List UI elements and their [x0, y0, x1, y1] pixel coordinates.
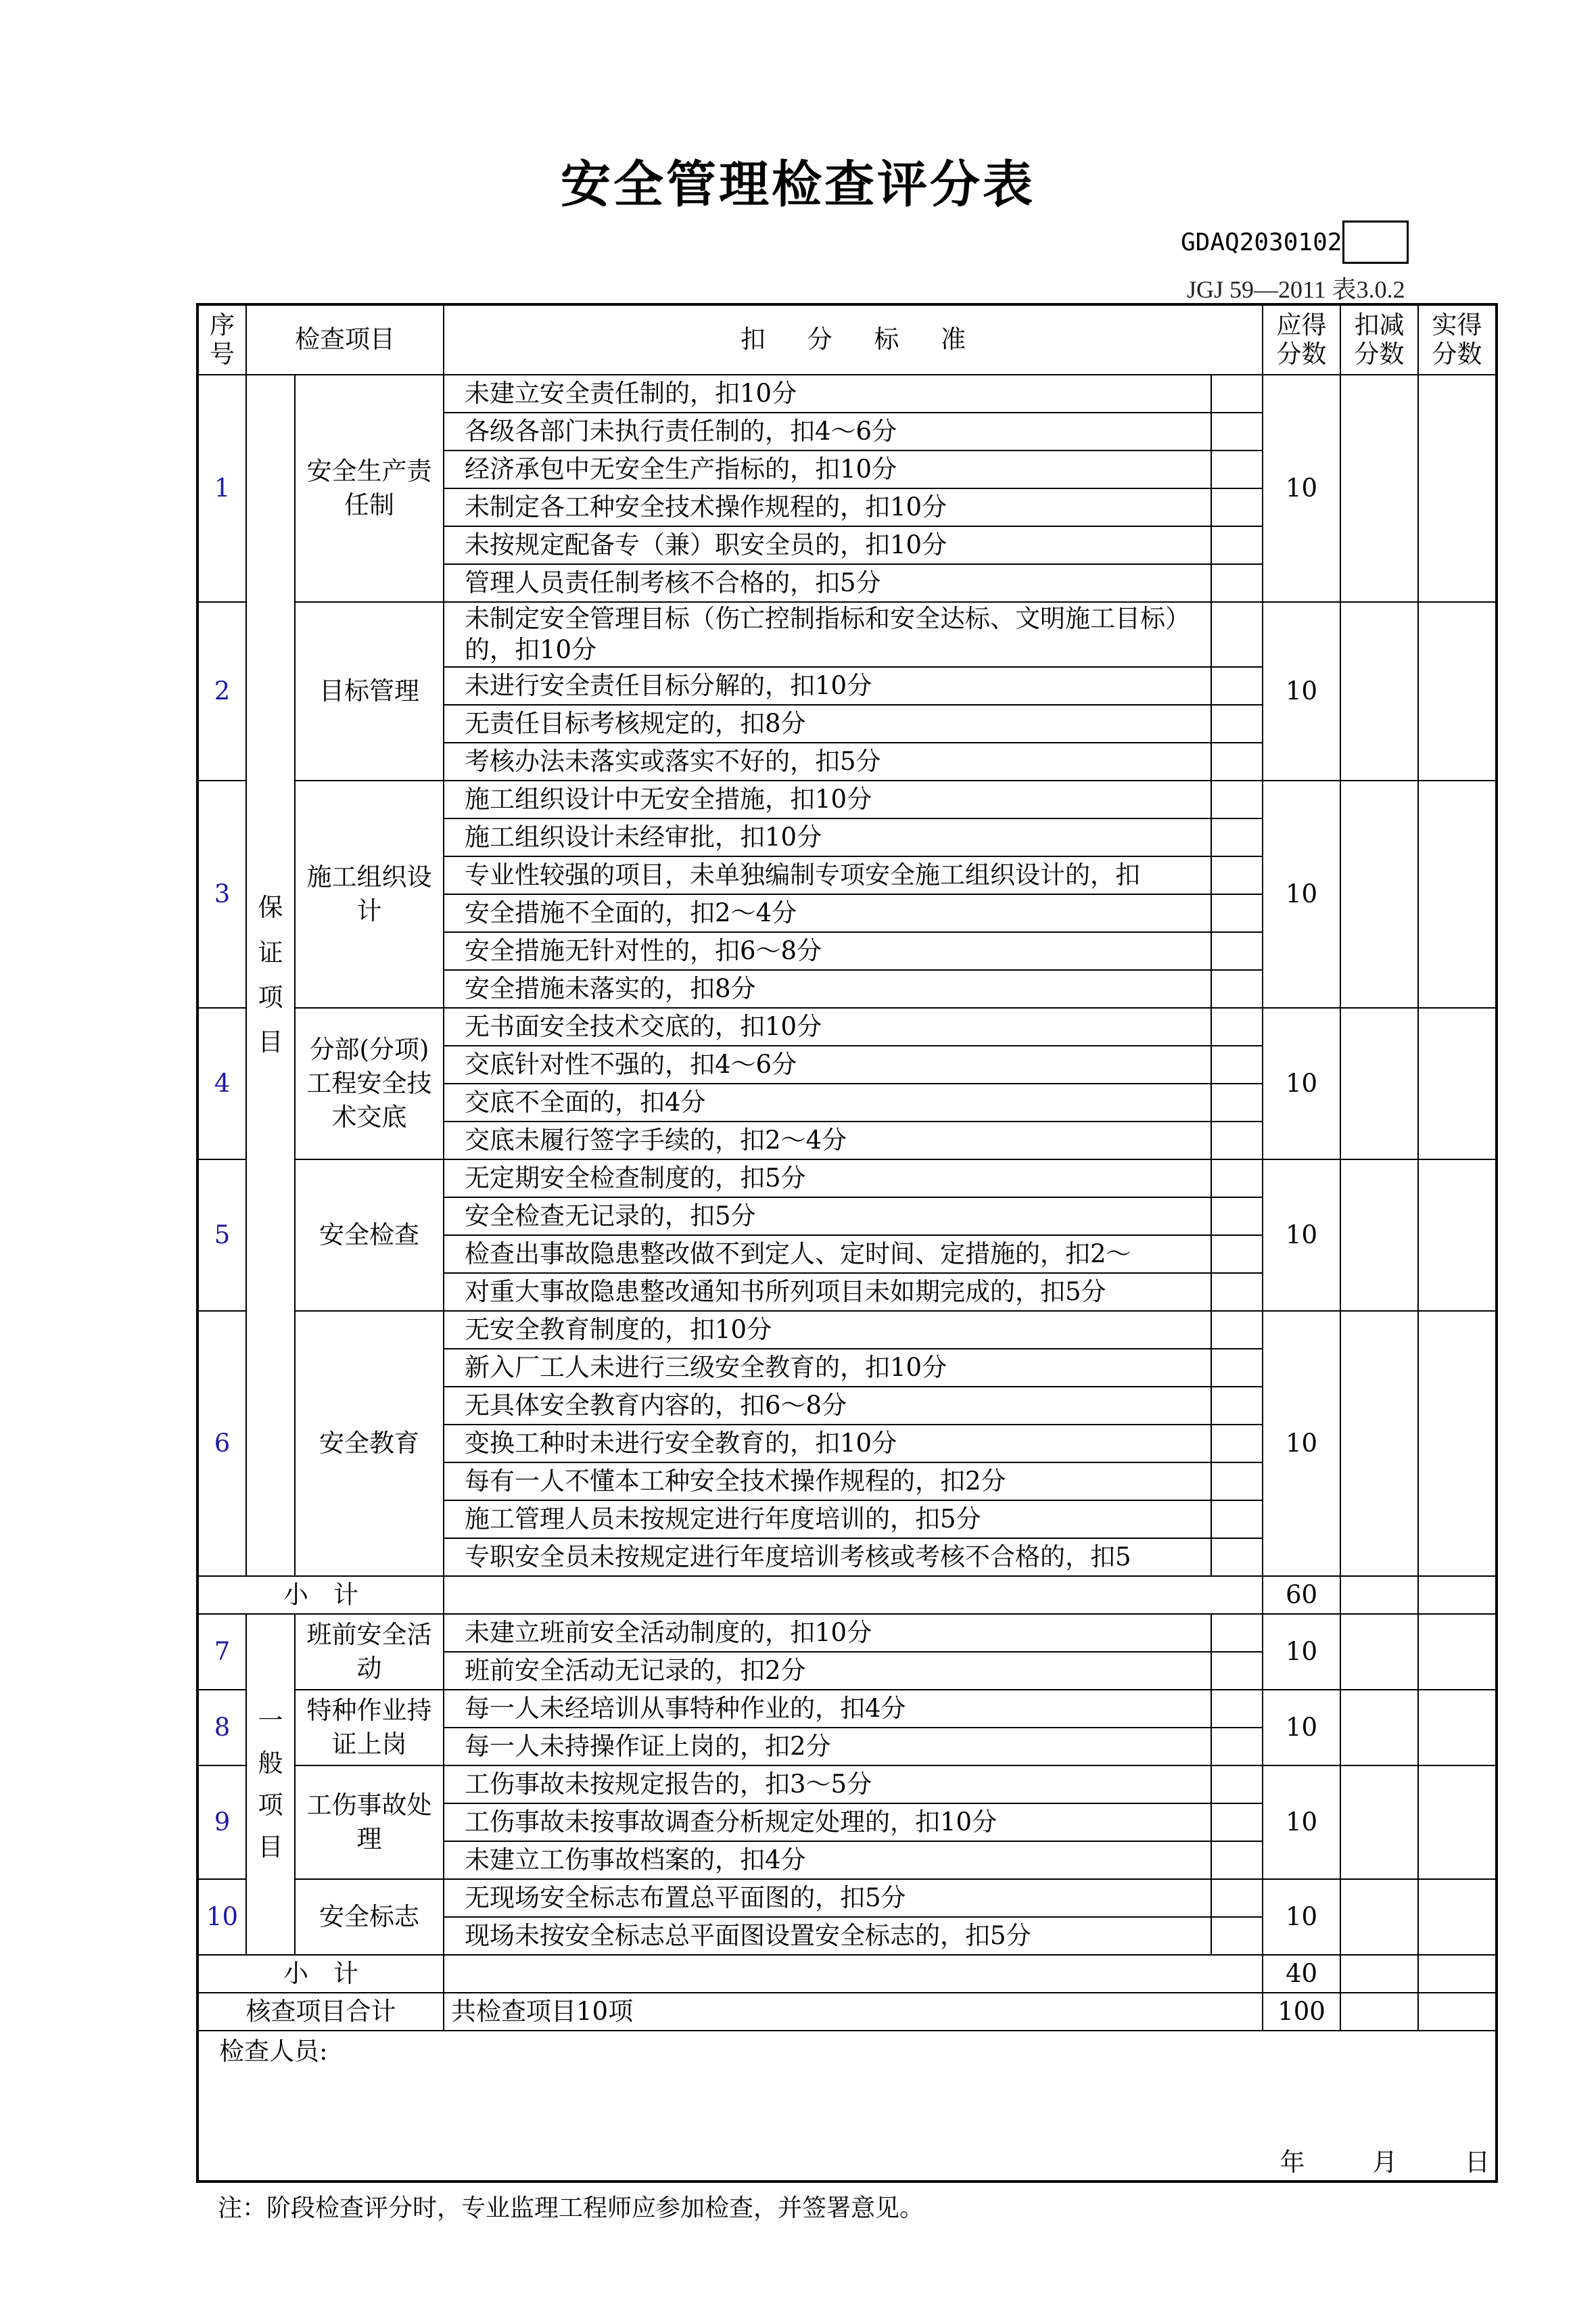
due-score: 10: [1263, 1008, 1340, 1159]
rule-row: [197, 1690, 1497, 1728]
due-score: 10: [1263, 1159, 1340, 1311]
score-table: [196, 303, 1498, 2183]
header-item: 检查项目: [246, 304, 444, 375]
header-actual-score: 实得分数: [1418, 304, 1497, 375]
rule-row: [197, 602, 1497, 667]
deduct-score-input[interactable]: [1340, 1614, 1418, 1690]
item-name: 分部(分项)工程安全技术交底: [295, 1008, 444, 1159]
deduct-score-input[interactable]: [1340, 1008, 1418, 1159]
date-year: 年: [1280, 2147, 1305, 2177]
date-day: 日: [1465, 2147, 1490, 2177]
item-number: 1: [197, 375, 246, 602]
deduction-rule: 对重大事故隐患整改通知书所列项目未如期完成的，扣5分: [444, 1273, 1211, 1311]
due-score: 10: [1263, 1765, 1340, 1879]
deduction-input[interactable]: [1211, 856, 1263, 894]
deduction-rule: 安全检查无记录的，扣5分: [444, 1197, 1211, 1235]
subtotal-label: 小 计: [197, 1955, 444, 1993]
subtotal-row: [197, 1955, 1497, 1993]
form-code: GDAQ2030102: [1181, 229, 1342, 256]
actual-score-input[interactable]: [1418, 1311, 1497, 1576]
deduction-rule: 现场未按安全标志总平面图设置安全标志的，扣5分: [444, 1917, 1211, 1955]
item-number: 3: [197, 781, 246, 1008]
sign-date: [1220, 2148, 1490, 2177]
deduction-input[interactable]: [1211, 1614, 1263, 1652]
item-name: 安全教育: [295, 1311, 444, 1576]
deduction-input[interactable]: [1211, 932, 1263, 970]
subtotal-score: 40: [1263, 1955, 1340, 1993]
deduction-input[interactable]: [1211, 705, 1263, 743]
item-name: 工伤事故处理: [295, 1765, 444, 1879]
rule-row: [197, 1879, 1497, 1917]
deduction-input[interactable]: [1211, 1652, 1263, 1690]
deduction-input[interactable]: [1211, 1917, 1263, 1955]
deduction-input[interactable]: [1211, 1500, 1263, 1538]
footnote: 注：阶段检查评分时，专业监理工程师应参加检查，并签署意见。: [218, 2194, 924, 2222]
deduction-rule: 无书面安全技术交底的，扣10分: [444, 1008, 1211, 1046]
due-score: 10: [1263, 1311, 1340, 1576]
deduction-input[interactable]: [1211, 488, 1263, 526]
deduction-input[interactable]: [1211, 1538, 1263, 1576]
subtotal-blank: [444, 1955, 1263, 1993]
deduction-input[interactable]: [1211, 1841, 1263, 1879]
actual-score-input[interactable]: [1418, 1879, 1497, 1955]
standard-reference: JGJ 59—2011 表3.0.2: [1187, 276, 1405, 303]
deduction-rule: 未制定安全管理目标（伤亡控制指标和安全达标、文明施工目标）的，扣10分: [444, 602, 1211, 667]
item-number: 5: [197, 1159, 246, 1311]
deduction-input[interactable]: [1211, 1425, 1263, 1462]
deduct-score-input[interactable]: [1340, 375, 1418, 602]
deduction-rule: 施工管理人员未按规定进行年度培训的，扣5分: [444, 1500, 1211, 1538]
item-name: 目标管理: [295, 602, 444, 781]
deduction-rule: 变换工种时未进行安全教育的，扣10分: [444, 1425, 1211, 1462]
due-score: 10: [1263, 602, 1340, 781]
due-score: 10: [1263, 781, 1340, 1008]
due-score: 10: [1263, 375, 1340, 602]
rule-row: [197, 1765, 1497, 1803]
deduct-score-input[interactable]: [1340, 1765, 1418, 1879]
deduction-rule: 未制定各工种安全技术操作规程的，扣10分: [444, 488, 1211, 526]
deduction-rule: 安全措施不全面的，扣2～4分: [444, 894, 1211, 932]
deduction-rule: 无责任目标考核规定的，扣8分: [444, 705, 1211, 743]
header-standard: 扣 分 标 准: [444, 304, 1263, 375]
header-deduct-score: 扣减分数: [1340, 304, 1418, 375]
deduct-score-input[interactable]: [1340, 781, 1418, 1008]
deduction-rule: 每有一人不懂本工种安全技术操作规程的，扣2分: [444, 1462, 1211, 1500]
deduction-input[interactable]: [1211, 526, 1263, 564]
item-name: 安全标志: [295, 1879, 444, 1955]
deduction-input[interactable]: [1211, 1765, 1263, 1803]
subtotal-label: 小 计: [197, 1576, 444, 1614]
item-name: 施工组织设计: [295, 781, 444, 1008]
deduction-rule: 检查出事故隐患整改做不到定人、定时间、定措施的，扣2～: [444, 1235, 1211, 1273]
subtotal-actual[interactable]: [1418, 1955, 1497, 1993]
deduction-rule: 各级各部门未执行责任制的，扣4～6分: [444, 413, 1211, 451]
deduction-input[interactable]: [1211, 1046, 1263, 1084]
deduction-rule: 未建立工伤事故档案的，扣4分: [444, 1841, 1211, 1879]
actual-score-input[interactable]: [1418, 1690, 1497, 1765]
deduction-rule: 交底针对性不强的，扣4～6分: [444, 1046, 1211, 1084]
deduction-rule: 班前安全活动无记录的，扣2分: [444, 1652, 1211, 1690]
deduction-input[interactable]: [1211, 1349, 1263, 1387]
deduction-rule: 专职安全员未按规定进行年度培训考核或考核不合格的，扣5: [444, 1538, 1211, 1576]
due-score: 10: [1263, 1690, 1340, 1765]
total-text: 共检查项目10项: [444, 1993, 1263, 2031]
item-number: 10: [197, 1879, 246, 1955]
subtotal-blank: [444, 1576, 1263, 1614]
deduction-input[interactable]: [1211, 970, 1263, 1008]
actual-score-input[interactable]: [1418, 1159, 1497, 1311]
actual-score-input[interactable]: [1418, 1008, 1497, 1159]
deduction-input[interactable]: [1211, 818, 1263, 856]
deduction-input[interactable]: [1211, 1879, 1263, 1917]
actual-score-input[interactable]: [1418, 1614, 1497, 1690]
deduction-rule: 无定期安全检查制度的，扣5分: [444, 1159, 1211, 1197]
subtotal-deduct[interactable]: [1340, 1955, 1418, 1993]
rule-row: [197, 1311, 1497, 1349]
deduction-input[interactable]: [1211, 1008, 1263, 1046]
inspector-row: [197, 2031, 1497, 2181]
deduct-score-input[interactable]: [1340, 1159, 1418, 1311]
deduct-score-input[interactable]: [1340, 1311, 1418, 1576]
subtotal-score: 60: [1263, 1576, 1340, 1614]
deduction-input[interactable]: [1211, 1462, 1263, 1500]
deduction-input[interactable]: [1211, 1311, 1263, 1349]
deduction-rule: 交底未履行签字手续的，扣2～4分: [444, 1122, 1211, 1159]
rule-row: [197, 1614, 1497, 1652]
deduction-input[interactable]: [1211, 1122, 1263, 1159]
deduction-rule: 专业性较强的项目，未单独编制专项安全施工组织设计的，扣: [444, 856, 1211, 894]
deduction-input[interactable]: [1211, 1803, 1263, 1841]
deduction-rule: 施工组织设计中无安全措施，扣10分: [444, 781, 1211, 818]
total-deduct[interactable]: [1340, 1993, 1418, 2031]
total-row: [197, 1993, 1497, 2031]
deduction-input[interactable]: [1211, 667, 1263, 705]
due-score: 10: [1263, 1614, 1340, 1690]
item-number: 8: [197, 1690, 246, 1765]
deduction-input[interactable]: [1211, 1159, 1263, 1197]
deduction-rule: 考核办法未落实或落实不好的，扣5分: [444, 743, 1211, 781]
group-guarantee-items: 保 证 项 目: [246, 375, 295, 1576]
total-actual[interactable]: [1418, 1993, 1497, 2031]
deduction-input[interactable]: [1211, 1728, 1263, 1765]
deduction-rule: 工伤事故未按规定报告的，扣3～5分: [444, 1765, 1211, 1803]
item-name: 安全生产责任制: [295, 375, 444, 602]
actual-score-input[interactable]: [1418, 375, 1497, 602]
rule-row: [197, 781, 1497, 818]
deduction-input[interactable]: [1211, 564, 1263, 602]
deduction-input[interactable]: [1211, 1235, 1263, 1273]
subtotal-row: [197, 1576, 1497, 1614]
form-title: 安全管理检查评分表: [561, 156, 1035, 214]
deduction-rule: 未建立班前安全活动制度的，扣10分: [444, 1614, 1211, 1652]
deduction-rule: 新入厂工人未进行三级安全教育的，扣10分: [444, 1349, 1211, 1387]
deduction-rule: 经济承包中无安全生产指标的，扣10分: [444, 451, 1211, 488]
deduction-rule: 无安全教育制度的，扣10分: [444, 1311, 1211, 1349]
item-name: 特种作业持证上岗: [295, 1690, 444, 1765]
deduction-rule: 安全措施无针对性的，扣6～8分: [444, 932, 1211, 970]
item-number: 4: [197, 1008, 246, 1159]
deduction-rule: 未按规定配备专（兼）职安全员的，扣10分: [444, 526, 1211, 564]
total-label: 核查项目合计: [197, 1993, 444, 2031]
group-general-items: 一 般 项 目: [246, 1614, 295, 1955]
header-row: [197, 304, 1497, 375]
actual-score-input[interactable]: [1418, 602, 1497, 781]
actual-score-input[interactable]: [1418, 781, 1497, 1008]
deduction-input[interactable]: [1211, 781, 1263, 818]
header-seq: 序号: [197, 304, 246, 375]
deduction-input[interactable]: [1211, 1273, 1263, 1311]
subtotal-actual[interactable]: [1418, 1576, 1497, 1614]
deduction-rule: 每一人未经培训从事特种作业的，扣4分: [444, 1690, 1211, 1728]
deduction-rule: 未进行安全责任目标分解的，扣10分: [444, 667, 1211, 705]
deduction-rule: 管理人员责任制考核不合格的，扣5分: [444, 564, 1211, 602]
deduction-input[interactable]: [1211, 1084, 1263, 1122]
deduction-rule: 工伤事故未按事故调查分析规定处理的，扣10分: [444, 1803, 1211, 1841]
deduction-input[interactable]: [1211, 375, 1263, 413]
deduct-score-input[interactable]: [1340, 1879, 1418, 1955]
item-number: 7: [197, 1614, 246, 1690]
item-number: 9: [197, 1765, 246, 1879]
due-score: 10: [1263, 1879, 1340, 1955]
total-score: 100: [1263, 1993, 1340, 2031]
subtotal-deduct[interactable]: [1340, 1576, 1418, 1614]
deduction-rule: 安全措施未落实的，扣8分: [444, 970, 1211, 1008]
deduction-rule: 施工组织设计未经审批，扣10分: [444, 818, 1211, 856]
item-name: 班前安全活动: [295, 1614, 444, 1690]
deduction-input[interactable]: [1211, 451, 1263, 488]
rule-row: [197, 1159, 1497, 1197]
deduction-input[interactable]: [1211, 1690, 1263, 1728]
rule-row: [197, 375, 1497, 413]
deduction-input[interactable]: [1211, 602, 1263, 667]
deduction-rule: 无具体安全教育内容的，扣6～8分: [444, 1387, 1211, 1425]
item-number: 6: [197, 1311, 246, 1576]
inspector-label: 检查人员:: [219, 2037, 328, 2066]
rule-row: [197, 1008, 1497, 1046]
form-code-box[interactable]: [1342, 221, 1409, 264]
deduction-input[interactable]: [1211, 743, 1263, 781]
item-name: 安全检查: [295, 1159, 444, 1311]
deduction-input[interactable]: [1211, 413, 1263, 451]
deduction-input[interactable]: [1211, 1197, 1263, 1235]
deduction-rule: 无现场安全标志布置总平面图的，扣5分: [444, 1879, 1211, 1917]
date-month: 月: [1372, 2147, 1398, 2177]
deduction-rule: 未建立安全责任制的，扣10分: [444, 375, 1211, 413]
inspector-signature-area[interactable]: [197, 2031, 1497, 2181]
deduction-rule: 交底不全面的，扣4分: [444, 1084, 1211, 1122]
item-number: 2: [197, 602, 246, 781]
deduction-rule: 每一人未持操作证上岗的，扣2分: [444, 1728, 1211, 1765]
deduct-score-input[interactable]: [1340, 602, 1418, 781]
deduction-input[interactable]: [1211, 1387, 1263, 1425]
deduct-score-input[interactable]: [1340, 1690, 1418, 1765]
deduction-input[interactable]: [1211, 894, 1263, 932]
header-due-score: 应得分数: [1263, 304, 1340, 375]
actual-score-input[interactable]: [1418, 1765, 1497, 1879]
